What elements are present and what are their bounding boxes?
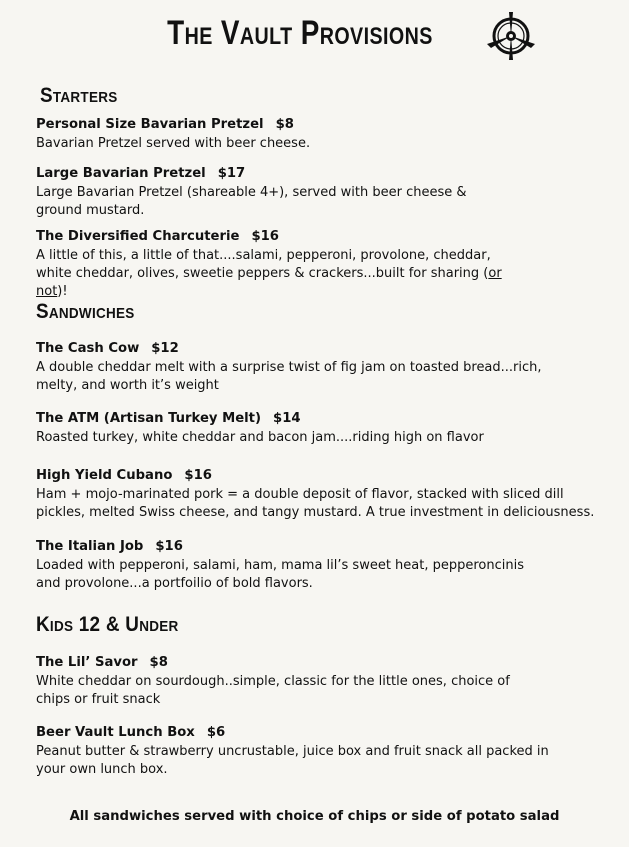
item-name: High Yield Cubano xyxy=(36,468,173,483)
menu-item xyxy=(36,724,596,779)
propeller-logo-icon xyxy=(483,8,539,64)
item-description: Bavarian Pretzel served with beer cheese. xyxy=(36,136,311,151)
item-description: Large Bavarian Pretzel (shareable 4+), served with beer cheese & ground mustard. xyxy=(36,185,467,218)
item-name: The Italian Job xyxy=(36,539,144,554)
desc-text: A little of this, a little of that....salami, pepperoni, provolone, cheddar, white cheddar, olives, sweetie peppers & crackers...built for sharing ( xyxy=(36,248,491,281)
item-price: $14 xyxy=(273,411,301,426)
item-price: $6 xyxy=(206,725,226,740)
title-text: The Vault Provisions xyxy=(166,14,433,52)
item-name: The Diversified Charcuterie xyxy=(36,229,240,244)
item-price: $17 xyxy=(217,166,246,181)
item-description: A double cheddar melt with a surprise twist of fig jam on toasted bread...rich, melty, and worth it’s weight xyxy=(36,360,542,393)
item-name: The Cash Cow xyxy=(36,341,140,356)
menu-item xyxy=(36,467,596,522)
menu-item xyxy=(36,340,596,395)
item-description: Peanut butter & strawberry uncrustable, juice box and fruit snack all packed in your own lunch box. xyxy=(36,744,549,777)
item-name: Beer Vault Lunch Box xyxy=(36,725,195,740)
section-title-sandwiches: Sandwiches xyxy=(36,300,135,323)
footer-note: All sandwiches served with choice of chips or side of potato salad xyxy=(69,809,560,824)
item-price: $16 xyxy=(184,468,212,483)
menu-item xyxy=(36,538,596,593)
item-description: Loaded with pepperoni, salami, ham, mama lil’s sweet heat, pepperoncinis and provolone...a portfoilio of bold flavors. xyxy=(36,558,525,591)
item-description: White cheddar on sourdough..simple, classic for the little ones, choice of chips or fruit snack xyxy=(36,674,510,707)
item-name: The ATM (Artisan Turkey Melt) xyxy=(36,411,262,426)
item-description xyxy=(36,247,516,301)
menu-item xyxy=(36,410,596,447)
section-title-kids: Kids 12 & Under xyxy=(36,613,179,636)
item-description: Ham + mojo-marinated pork = a double deposit of flavor, stacked with sliced dill pickles, melted Swiss cheese, and tangy mustard. A true investment in deliciousness. xyxy=(36,487,595,520)
item-price: $16 xyxy=(155,539,183,554)
menu-item xyxy=(36,228,596,301)
item-price: $8 xyxy=(275,117,294,132)
item-description: Roasted turkey, white cheddar and bacon jam....riding high on flavor xyxy=(36,430,484,445)
menu-item xyxy=(36,654,596,709)
desc-underlined: or not xyxy=(36,266,502,299)
item-price: $12 xyxy=(151,341,179,356)
item-price: $16 xyxy=(251,229,279,244)
item-name: The Lil’ Savor xyxy=(36,655,138,670)
item-price: $8 xyxy=(149,655,168,670)
item-name: Large Bavarian Pretzel xyxy=(36,166,206,181)
desc-text-end: )! xyxy=(57,284,68,299)
menu-item xyxy=(36,116,596,153)
menu-item xyxy=(36,165,596,220)
section-title-starters: Starters xyxy=(40,84,118,107)
item-name: Personal Size Bavarian Pretzel xyxy=(36,117,264,132)
